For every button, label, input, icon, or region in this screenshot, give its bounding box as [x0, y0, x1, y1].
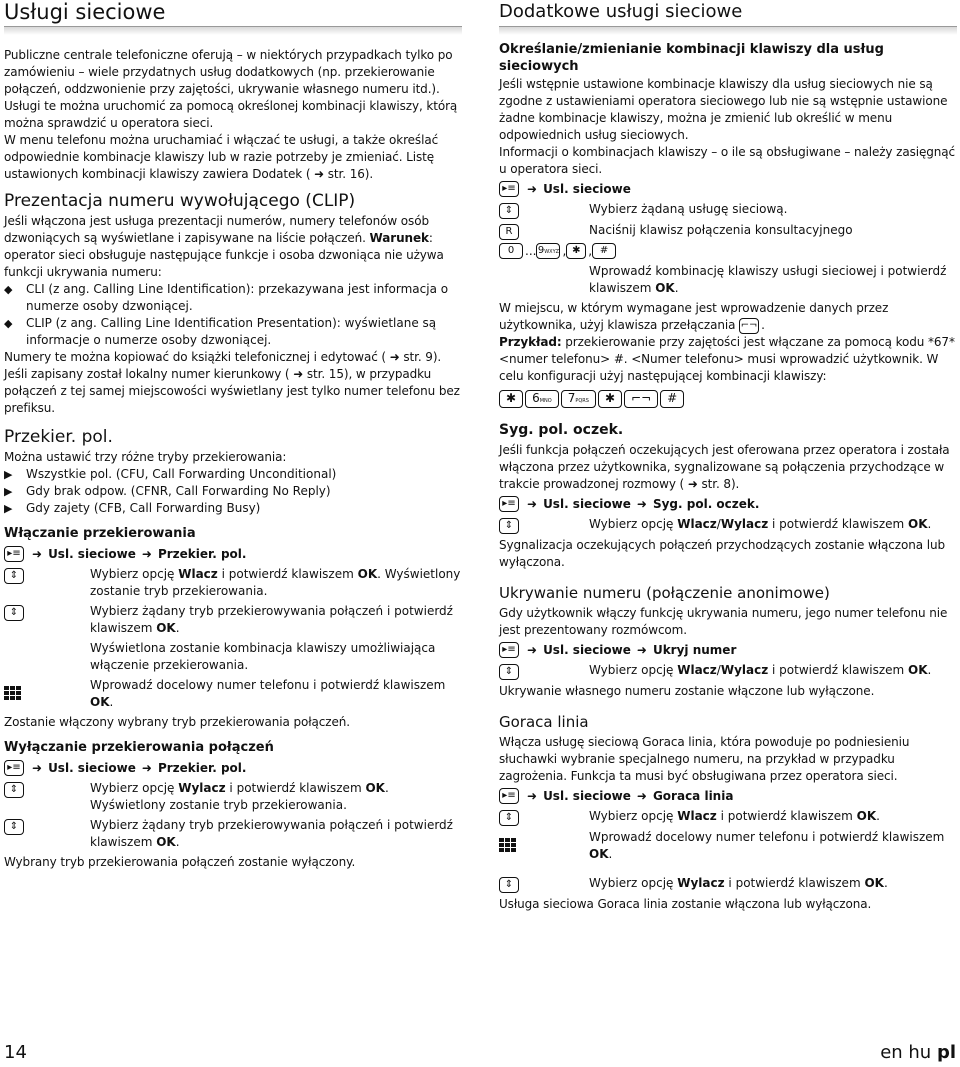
triangle-right-icon: ▶ [4, 502, 13, 515]
step-text: i potwierdź klawiszem [724, 876, 865, 890]
hotline-menu-path [499, 787, 957, 805]
step-text: Wybierz żądany tryb przekierowywania połączeń i potwierdź klawiszem [90, 604, 453, 635]
clip-heading: Prezentacja numeru wywołującego (CLIP) [4, 191, 356, 211]
combination-step-1 [499, 201, 957, 219]
key-7-icon [561, 390, 596, 408]
right-column [499, 0, 957, 913]
menu-item-network-services: Usl. sieciowe [543, 497, 631, 511]
arrow-right-icon: ➜ [527, 497, 538, 511]
clip-paragraph-3: Jeśli zapisany został lokalny numer kierunkowy ( ➜ str. 15), w przypadku połączeń z tej samej miejscowości wyświetlany jest tylko numer telefonu bez prefiksu. [4, 367, 460, 415]
arrow-right-icon: ➜ [32, 547, 43, 561]
enable-step-2 [4, 603, 462, 637]
para-text: . [761, 318, 765, 332]
forwarding-mode-2 [4, 483, 462, 500]
navigation-key-icon: ⇕ [499, 810, 519, 826]
arrow-right-icon: ➜ [636, 643, 647, 657]
clip-bullet-2 [4, 315, 462, 349]
menu-item-network-services: Usl. sieciowe [543, 182, 631, 196]
navigation-key-icon: ⇕ [4, 605, 24, 621]
step-text: / [716, 663, 721, 677]
key-9-letters: WXYZ [544, 249, 560, 255]
ok-key-label: OK [357, 567, 378, 581]
key-combination-heading: Określanie/zmienianie kombinacji klawiszy dla usług sieciowych [499, 42, 884, 74]
keypad-icon [4, 686, 21, 700]
hotline-heading: Goraca linia [499, 713, 589, 731]
step-text: Wprowadź docelowy numer telefonu i potwierdź klawiszem [90, 678, 446, 692]
disable-forwarding-menu-path [4, 759, 462, 777]
ok-key-label: OK [856, 809, 877, 823]
menu-item-network-services: Usl. sieciowe [543, 789, 631, 803]
step-text: Wybierz opcję [589, 809, 678, 823]
menu-item-network-services: Usl. sieciowe [48, 547, 136, 561]
forwarding-mode-3-text: Gdy zajety (CFB, Call Forwarding Busy) [26, 501, 261, 515]
key-combination-paragraph-3 [499, 300, 957, 334]
arrow-right-icon: ➜ [32, 761, 43, 775]
step-text: Wybierz opcję [589, 663, 678, 677]
step-text: i potwierdź klawiszem [716, 809, 857, 823]
menu-key-icon: ▸≡ [499, 496, 519, 512]
navigation-key-icon: ⇕ [499, 518, 519, 534]
option-disable: Wylacz [720, 663, 769, 677]
option-enable: Wlacz [677, 517, 717, 531]
arrow-right-icon: ➜ [141, 547, 152, 561]
triangle-right-icon: ▶ [4, 468, 13, 481]
option-enable: Wlacz [178, 567, 218, 581]
step-text: / [716, 517, 721, 531]
hide-number-step [499, 662, 957, 680]
menu-item-forwarding: Przekier. pol. [157, 761, 247, 775]
clip-bullet-1 [4, 281, 462, 315]
step-text: . [927, 517, 932, 531]
ok-key-label: OK [90, 695, 110, 709]
arrow-right-icon: ➜ [636, 497, 647, 511]
combination-menu-path [499, 180, 957, 198]
menu-key-icon: ▸≡ [499, 642, 519, 658]
language-codes [880, 1042, 956, 1063]
clip-text-a: Jeśli włączona jest usługa prezentacji numerów, numery telefonów osób dzwoniących są wyświetlane i zapisywane na liście połączeń. [4, 214, 429, 245]
enable-forwarding-menu-path [4, 545, 462, 563]
step-text: i potwierdź klawiszem [225, 781, 366, 795]
enable-forwarding-heading: Włączanie przekierowania [4, 526, 196, 541]
left-column [4, 0, 462, 871]
hide-number-menu-path [499, 641, 957, 659]
navigation-key-icon: ⇕ [4, 782, 24, 798]
clip-bullet-1-text: CLI (z ang. Calling Line Identification): przekazywana jest informacja o numerze osoby dzwoniącej. [26, 282, 449, 313]
step-text: . [883, 876, 888, 890]
forwarding-mode-1 [4, 466, 462, 483]
menu-item-network-services: Usl. sieciowe [543, 643, 631, 657]
menu-item-hotline: Goraca linia [652, 789, 734, 803]
step-text: i potwierdź klawiszem [768, 663, 909, 677]
combination-step-2 [499, 222, 957, 240]
disable-result: Wybrany tryb przekierowania połączeń zostanie wyłączony. [4, 855, 356, 869]
forwarding-heading: Przekier. pol. [4, 427, 113, 447]
hotline-paragraph: Włącza usługę sieciową Goraca linia, która powoduje po podniesieniu słuchawki wybranie specjalnego numeru, na przykład w przypadku zagrożenia. Funkcja ta musi być obsługiwana przez operatora sieci. [499, 735, 910, 783]
section-title-additional-services: Dodatkowe usługi sieciowe [499, 1, 743, 22]
step-text: . [674, 281, 679, 295]
call-waiting-heading: Syg. pol. oczek. [499, 422, 624, 438]
toggle-key-icon: ⌐¬ [739, 318, 759, 334]
menu-item-call-waiting: Syg. pol. oczek. [652, 497, 760, 511]
enable-step-4 [4, 677, 462, 711]
step-text: Wyświetlona zostanie kombinacja klawiszy umożliwiająca włączenie przekierowania. [90, 641, 436, 672]
key-9-digit: 9 [537, 245, 545, 256]
r-key-icon: R [499, 224, 519, 240]
call-waiting-menu-path [499, 495, 957, 513]
ok-key-label: OK [156, 835, 176, 849]
step-text: Wprowadź docelowy numer telefonu i potwierdź klawiszem [589, 830, 945, 844]
step-text: Wybierz opcję [589, 876, 678, 890]
key-9-icon [536, 243, 560, 259]
forwarding-intro: Można ustawić trzy różne tryby przekierowania: [4, 450, 287, 464]
hash-key-icon: # [592, 243, 616, 259]
disable-forwarding-heading: Wyłączanie przekierowania połączeń [4, 740, 274, 755]
step-text: . [175, 835, 180, 849]
step-text: . [175, 621, 180, 635]
step-text: . [876, 809, 880, 823]
intro-paragraph-2: W menu telefonu można uruchamiać i włączać te usługi, a także określać odpowiednie kombinacje klawiszy lub w razie potrzeby je zmieniać. Listę ustawionych kombinacji klawiszy zawiera Dodatek ( ➜ str. 16). [4, 133, 439, 181]
clip-text-b: : operator sieci obsługuje następujące funkcje i osoba dzwoniąca nie używa funkcji ukrywania numeru: [4, 231, 444, 279]
para-text: W miejscu, w którym wymagane jest wprowadzenie danych przez użytkownika, użyj klawisza przełączania [499, 301, 889, 332]
hotline-step-1 [499, 808, 957, 826]
ok-key-label: OK [908, 517, 928, 531]
triangle-right-icon: ▶ [4, 485, 13, 498]
disable-step-2 [4, 817, 462, 851]
key-6-icon [525, 390, 559, 408]
key-6-letters: MNO [539, 398, 552, 404]
option-enable: Wlacz [677, 809, 717, 823]
step-text: Wybierz opcję [90, 781, 179, 795]
forwarding-mode-2-text: Gdy brak odpow. (CFNR, Call Forwarding No Reply) [26, 484, 331, 498]
enable-step-3 [4, 640, 462, 674]
disable-step-1 [4, 780, 462, 814]
language-codes-text: en hu [880, 1042, 937, 1063]
key-0-icon: 0 [499, 243, 523, 259]
ok-key-label: OK [156, 621, 176, 635]
key-range-dots: ... [525, 244, 537, 258]
title-shade [4, 27, 462, 35]
menu-key-icon: ▸≡ [4, 546, 24, 562]
example-label: Przykład: [499, 335, 562, 349]
step-text: . [927, 663, 932, 677]
hotline-result: Usługa sieciowa Goraca linia zostanie włączona lub wyłączona. [499, 897, 872, 911]
step-text: Wybierz opcję [90, 567, 179, 581]
key-combination-paragraph-2: Informacji o kombinacjach klawiszy – o ile są obsługiwane – należy zasięgnąć u operatora sieci. [499, 145, 956, 176]
navigation-key-icon: ⇕ [499, 664, 519, 680]
menu-key-icon: ▸≡ [499, 788, 519, 804]
step-text: Wybierz opcję [589, 517, 678, 531]
section-title-network-services: Usługi sieciowe [4, 0, 166, 24]
key-7-digit: 7 [567, 391, 576, 405]
option-disable: Wylacz [178, 781, 226, 795]
navigation-key-icon: ⇕ [499, 877, 519, 893]
hotline-step-3 [499, 875, 957, 893]
star-key-icon: ✱ [499, 390, 523, 408]
menu-item-hide-number: Ukryj numer [652, 643, 737, 657]
navigation-key-icon: ⇕ [4, 568, 24, 584]
step-text: Wprowadź kombinację klawiszy usługi sieciowej i potwierdź klawiszem [589, 264, 947, 295]
language-current: pl [936, 1042, 956, 1063]
star-key-icon: ✱ [598, 390, 622, 408]
call-waiting-paragraph: Jeśli funkcja połączeń oczekujących jest oferowana przez operatora i została włączona przez użytkownika, sygnalizowane są połączenia przychodzące w trakcie prowadzonej rozmowy ( ➜ str. 8). [499, 443, 950, 491]
forwarding-mode-1-text: Wszystkie pol. (CFU, Call Forwarding Unconditional) [26, 467, 337, 481]
ok-key-label: OK [655, 281, 675, 295]
key-6-digit: 6 [532, 391, 540, 405]
hotline-step-2 [499, 829, 957, 863]
title-shade [499, 27, 957, 35]
hide-number-paragraph: Gdy użytkownik włączy funkcję ukrywania numeru, jego numer telefonu nie jest prezentowany rozmówcom. [499, 606, 948, 637]
step-text: . Wyświetlony zostanie tryb przekierowania. [90, 567, 461, 598]
step-text: Naciśnij klawisz połączenia konsultacyjnego [589, 223, 853, 237]
option-disable: Wylacz [677, 876, 725, 890]
key-7-letters: PQRS [575, 398, 589, 404]
arrow-right-icon: ➜ [527, 643, 538, 657]
ok-key-label: OK [908, 663, 928, 677]
menu-item-forwarding: Przekier. pol. [157, 547, 247, 561]
clip-warning-label: Warunek [369, 231, 429, 245]
example-key-sequence [499, 390, 957, 408]
arrow-right-icon: ➜ [636, 789, 647, 803]
option-disable: Wylacz [720, 517, 769, 531]
step-text: Wybierz żądaną usługę sieciową. [589, 202, 788, 216]
call-waiting-result: Sygnalizacja oczekujących połączeń przychodzących zostanie włączona lub wyłączona. [499, 538, 945, 569]
navigation-key-icon: ⇕ [4, 819, 24, 835]
menu-key-icon: ▸≡ [499, 181, 519, 197]
combination-keys-row: 0 ... 9WXYZ , ✱ , # [499, 243, 957, 260]
hide-number-result: Ukrywanie własnego numeru zostanie włączone lub wyłączone. [499, 684, 875, 698]
example-text: przekierowanie przy zajętości jest włączane za pomocą kodu *67* <numer telefonu> #. <Numer telefonu> musi wprowadzić użytkownik. W celu konfiguracji użyj następującej kombinacji klawiszy: [499, 335, 955, 383]
keypad-icon [499, 838, 516, 852]
toggle-key-icon: ⌐¬ [624, 390, 658, 408]
option-enable: Wlacz [677, 663, 717, 677]
enable-step-1 [4, 566, 462, 600]
ok-key-label: OK [864, 876, 884, 890]
arrow-right-icon: ➜ [527, 182, 538, 196]
step-text: Wybierz żądany tryb przekierowywania połączeń i potwierdź klawiszem [90, 818, 453, 849]
clip-paragraph-1 [4, 213, 462, 281]
call-waiting-step [499, 516, 957, 534]
arrow-right-icon: ➜ [527, 789, 538, 803]
step-text: . Wyświetlony zostanie tryb przekierowania. [90, 781, 389, 812]
example-paragraph [499, 334, 957, 385]
page-number: 14 [4, 1042, 27, 1063]
ok-key-label: OK [589, 847, 609, 861]
diamond-icon: ◆ [4, 317, 13, 330]
enable-result: Zostanie włączony wybrany tryb przekierowania połączeń. [4, 715, 350, 729]
hide-number-heading: Ukrywanie numeru (połączenie anonimowe) [499, 584, 830, 602]
menu-item-network-services: Usl. sieciowe [48, 761, 136, 775]
combination-step-3 [499, 263, 957, 297]
arrow-right-icon: ➜ [141, 761, 152, 775]
navigation-key-icon: ⇕ [499, 203, 519, 219]
step-text: i potwierdź klawiszem [768, 517, 909, 531]
step-text: . [608, 847, 613, 861]
diamond-icon: ◆ [4, 283, 13, 296]
key-combination-paragraph-1: Jeśli wstępnie ustawione kombinacje klawiszy dla usług sieciowych nie są zgodne z ustawieniami operatora sieciowego lub nie są wstępnie ustawione żadne kombinacje klawiszy, można je zmienić lub określić w menu odpowiednich usług sieciowych. [499, 77, 948, 142]
ok-key-label: OK [365, 781, 385, 795]
hash-key-icon: # [660, 390, 684, 408]
menu-key-icon: ▸≡ [4, 760, 24, 776]
intro-paragraph-1: Publiczne centrale telefoniczne oferują – w niektórych przypadkach tylko po zamówieniu – wiele przydatnych usług dodatkowych (np. przekierowanie połączeń, oddzwonienie przy zajętości, ukrywanie własnego numeru itd.). Usługi te można uruchomić za pomocą określonej kombinacji klawiszy, którą można sprawdzić u operatora sieci. [4, 48, 458, 130]
step-text: . [109, 695, 114, 709]
star-key-icon: ✱ [566, 243, 586, 259]
clip-bullet-2-text: CLIP (z ang. Calling Line Identification Presentation): wyświetlane są informacje o numerze osoby dzwoniącej. [26, 316, 437, 347]
forwarding-mode-3 [4, 500, 462, 517]
clip-paragraph-2: Numery te można kopiować do książki telefonicznej i edytować ( ➜ str. 9). [4, 350, 442, 364]
step-text: i potwierdź klawiszem [217, 567, 358, 581]
